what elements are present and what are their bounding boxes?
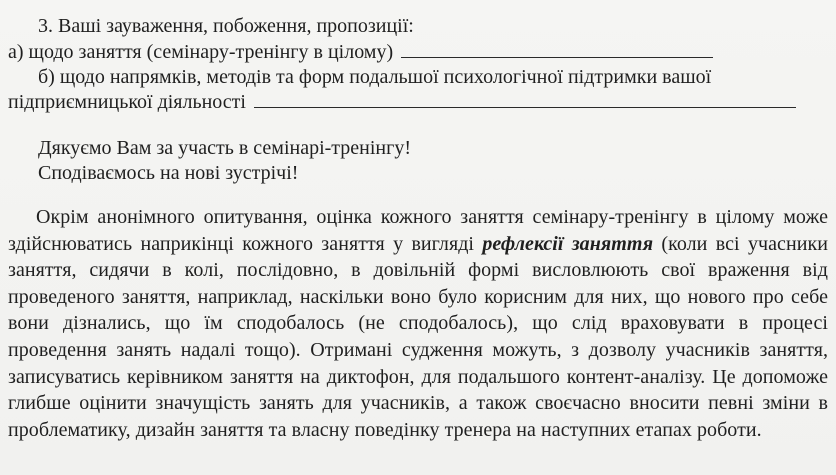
item-b-line1-text: б) щодо напрямків, методів та форм подальшої психологічної підтримки вашої [38, 66, 712, 88]
paragraph-emphasis: рефлексії заняття [482, 232, 654, 255]
reflection-paragraph [8, 204, 828, 443]
question-3-title-text: 3. Ваші зауваження, побоження, пропозиції: [38, 15, 414, 37]
question-3-item-a [8, 40, 713, 64]
item-b-answer-line [254, 92, 796, 108]
paragraph-part-1: Окрім анонімного опитування, оцінка кожного заняття семінару-тренінгу в цілому може здійснюватись наприкінці кожного заняття у вигляді [8, 206, 828, 255]
question-3-item-b-line2 [8, 90, 796, 114]
paragraph-part-2: (коли всі учасники заняття, сидячи в колі, послідовно, в довільній формі висловлюють свої враження від проведеного заняття, наприклад, наскільки воно було корисним для них, що нового про себе вони дізнались, що їм сподобалось (не сподобалось), що слід враховувати в процесі проведення занять надалі тощо). Отримані судження можуть, з дозволу учасників заняття, записуватись керівником заняття на диктофон, для подальшого контент-аналізу. Це допоможе глибше оцінити значущість занять для учасників, а також своєчасно вносити певні зміни в проблематику, дизайн заняття та власну поведінку тренера на наступних етапах роботи. [8, 232, 828, 441]
item-b-line2-text: підприємницької діяльності [8, 91, 246, 113]
thanks-line-2 [38, 161, 298, 185]
item-a-text: а) щодо заняття (семінару-тренінгу в цілому) [8, 41, 394, 63]
item-a-answer-line [401, 42, 713, 58]
thanks-line-1-text: Дякуємо Вам за участь в семінарі-тренінгу! [38, 137, 411, 159]
thanks-line-1 [38, 136, 411, 160]
question-3-item-b-line1 [38, 65, 711, 89]
thanks-line-2-text: Сподіваємось на нові зустрічі! [38, 162, 299, 184]
question-3-title [38, 14, 414, 38]
